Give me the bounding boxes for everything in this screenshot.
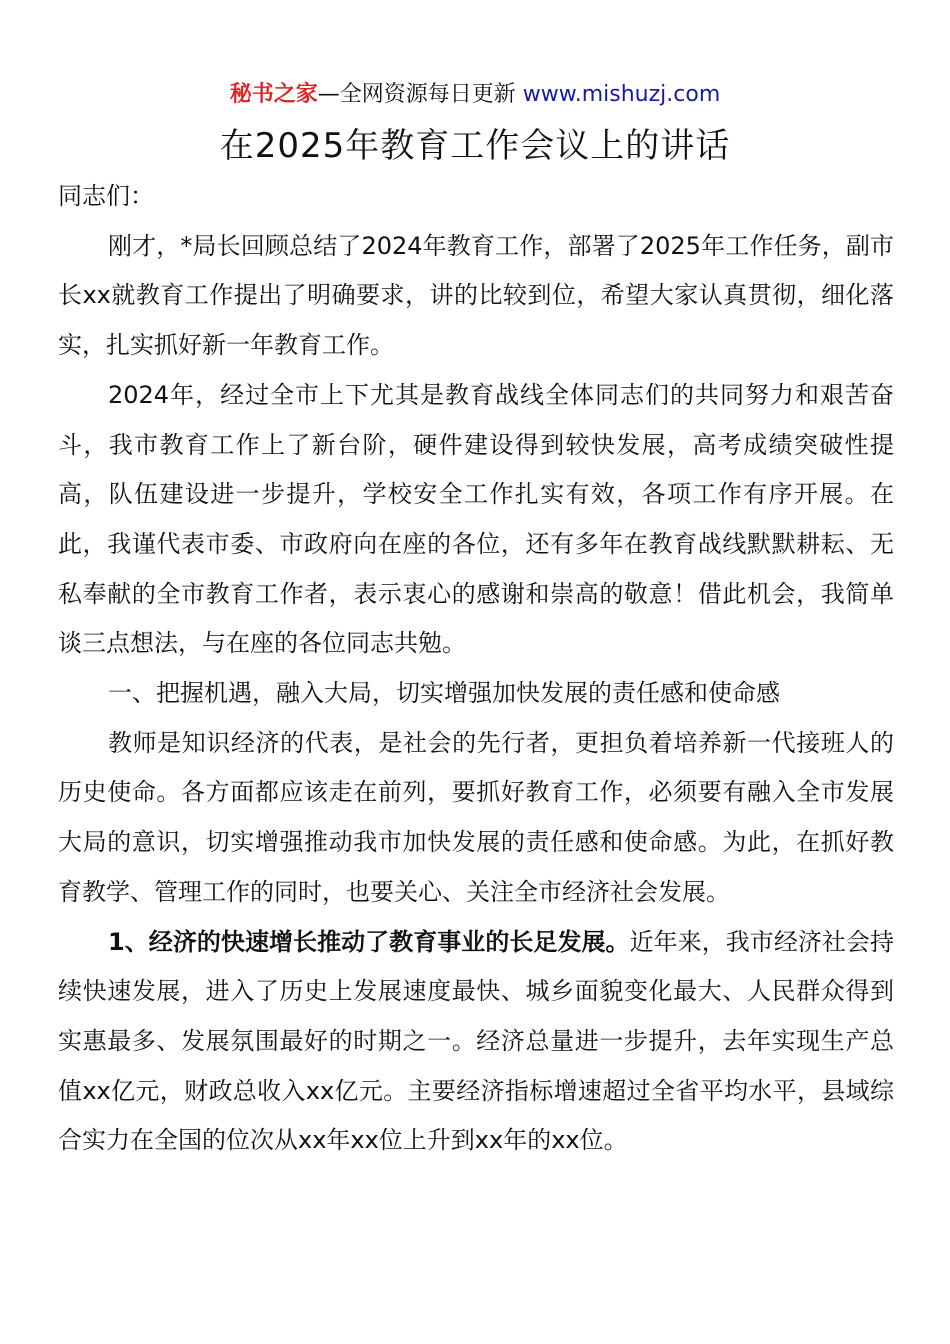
site-header bbox=[0, 80, 950, 110]
brand-name: 秘书之家 bbox=[229, 82, 318, 107]
point-1-lead: 1、经济的快速增长推动了教育事业的长足发展。 bbox=[108, 927, 630, 956]
header-tagline: —全网资源每日更新 bbox=[317, 82, 516, 107]
document-title: 在2025年教育工作会议上的讲话 bbox=[219, 126, 731, 166]
salutation: 同志们： bbox=[58, 182, 154, 210]
paragraph-section-1: 教师是知识经济的代表，是社会的先行者，更担负着培养新一代接班人的历史使命。各方面都应该走在前列，要抓好教育工作，必须要有融入全市发展大局的意识，切实增强推动我市加快发展的责任感和使命感。为此，在抓好教育教学、管理工作的同时，也要关心、关注全市经济社会发展。 bbox=[58, 728, 894, 906]
section-heading-1: 一、把握机遇，融入大局，切实增强加快发展的责任感和使命感 bbox=[108, 679, 780, 708]
paragraph-point-1 bbox=[58, 918, 894, 1167]
site-url-link[interactable]: www.mishuzj.com bbox=[522, 82, 721, 107]
document-body bbox=[58, 172, 894, 1166]
point-1-text: 近年来，我市经济社会持续快速发展，进入了历史上发展速度最快、城乡面貌变化最大、人民群众得到实惠最多、发展氛围最好的时期之一。经济总量进一步提升，去年实现生产总值xx亿元，财政总收入xx亿元。主要经济指标增速超过全省平均水平，县域综合实力在全国的位次从xx年xx位上升到xx年的xx位。 bbox=[58, 927, 894, 1155]
paragraph-review-2024: 2024年，经过全市上下尤其是教育战线全体同志们的共同努力和艰苦奋斗，我市教育工作上了新台阶，硬件建设得到较快发展，高考成绩突破性提高，队伍建设进一步提升，学校安全工作扎实有效，各项工作有序开展。在此，我谨代表市委、市政府向在座的各位，还有多年在教育战线默默耕耘、无私奉献的全市教育工作者，表示衷心的感谢和崇高的敬意！借此机会，我简单谈三点想法，与在座的各位同志共勉。 bbox=[58, 380, 894, 658]
paragraph-opening: 刚才，*局长回顾总结了2024年教育工作，部署了2025年工作任务，副市长xx就教育工作提出了明确要求，讲的比较到位，希望大家认真贯彻，细化落实，扎实抓好新一年教育工作。 bbox=[58, 231, 894, 360]
